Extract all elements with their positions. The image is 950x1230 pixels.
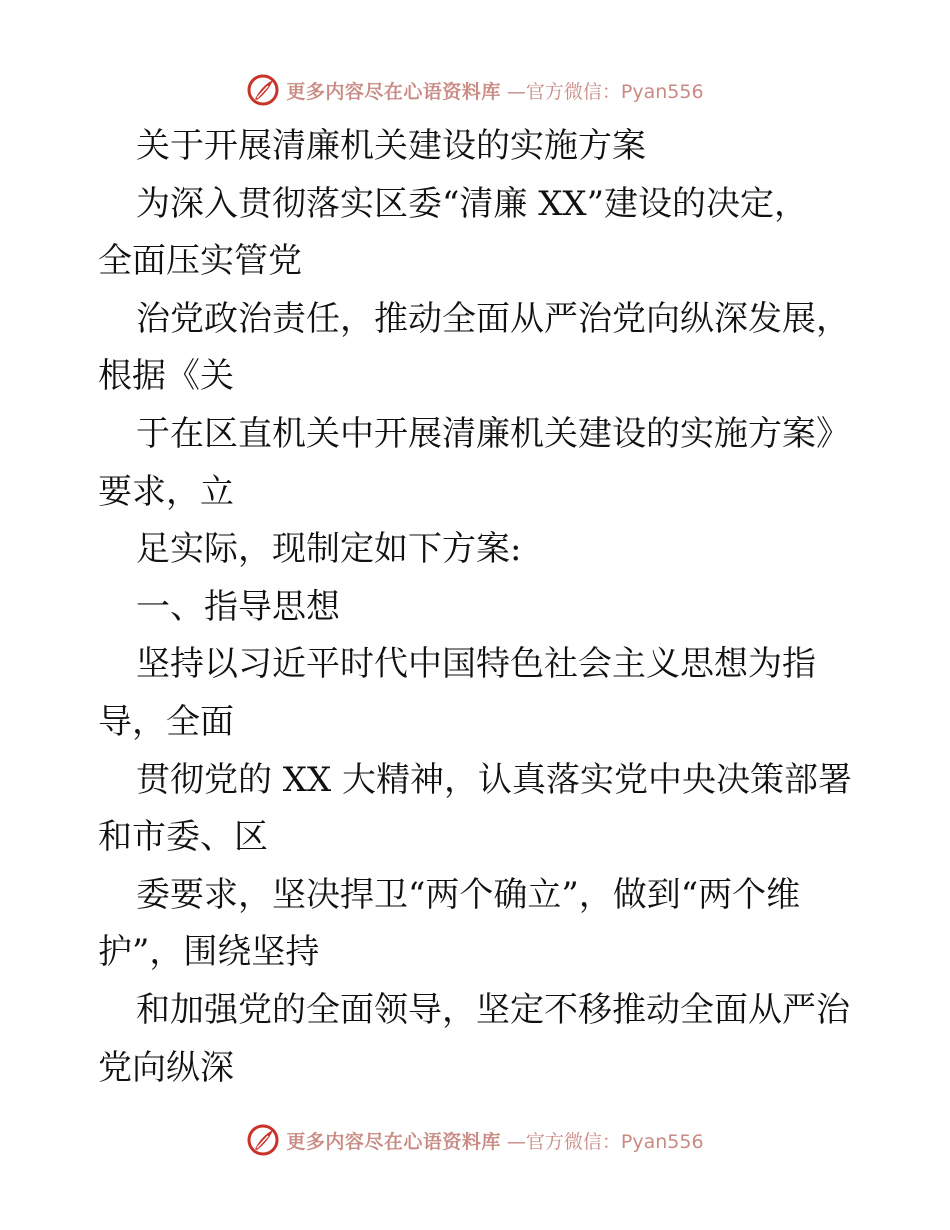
document-line: 贯彻党的 XX 大精神，认真落实党中央决策部署 — [136, 759, 853, 800]
document-line: 护”，围绕坚持 — [98, 932, 320, 973]
feather-pen-logo-icon — [246, 1123, 280, 1157]
footer-watermark — [0, 1120, 950, 1160]
document-line: 全面压实管党 — [98, 241, 302, 282]
section-heading: 一、指导思想 — [136, 586, 340, 627]
document-line: 党向纵深 — [98, 1047, 234, 1088]
document-line: 和市委、区 — [98, 817, 268, 858]
document-line: 于在区直机关中开展清廉机关建设的实施方案》 — [136, 413, 850, 454]
watermark-wechat: —官方微信：Pyan556 — [506, 1130, 704, 1153]
document-line: 坚持以习近平时代中国特色社会主义思想为指 — [136, 644, 816, 685]
document-line: 关于开展清廉机关建设的实施方案 — [136, 126, 646, 166]
feather-pen-logo-icon — [246, 73, 280, 107]
document-line: 治党政治责任，推动全面从严治党向纵深发展， — [136, 298, 850, 339]
document-line: 要求，立 — [98, 471, 234, 512]
document-line: 委要求，坚决捍卫“两个确立”，做到“两个维 — [136, 874, 801, 915]
document-line: 导，全面 — [98, 701, 234, 742]
watermark-title: 更多内容尽在心语资料库 — [286, 80, 501, 103]
document-line: 足实际，现制定如下方案: — [136, 529, 522, 570]
document-line: 根据《关 — [98, 356, 234, 397]
document-body — [98, 118, 858, 1097]
header-watermark — [0, 70, 950, 110]
watermark-title: 更多内容尽在心语资料库 — [286, 1130, 501, 1153]
document-line: 为深入贯彻落实区委“清廉 XX”建设的决定， — [136, 183, 808, 224]
watermark-wechat: —官方微信：Pyan556 — [506, 80, 704, 103]
document-line: 和加强党的全面领导，坚定不移推动全面从严治 — [136, 989, 850, 1030]
